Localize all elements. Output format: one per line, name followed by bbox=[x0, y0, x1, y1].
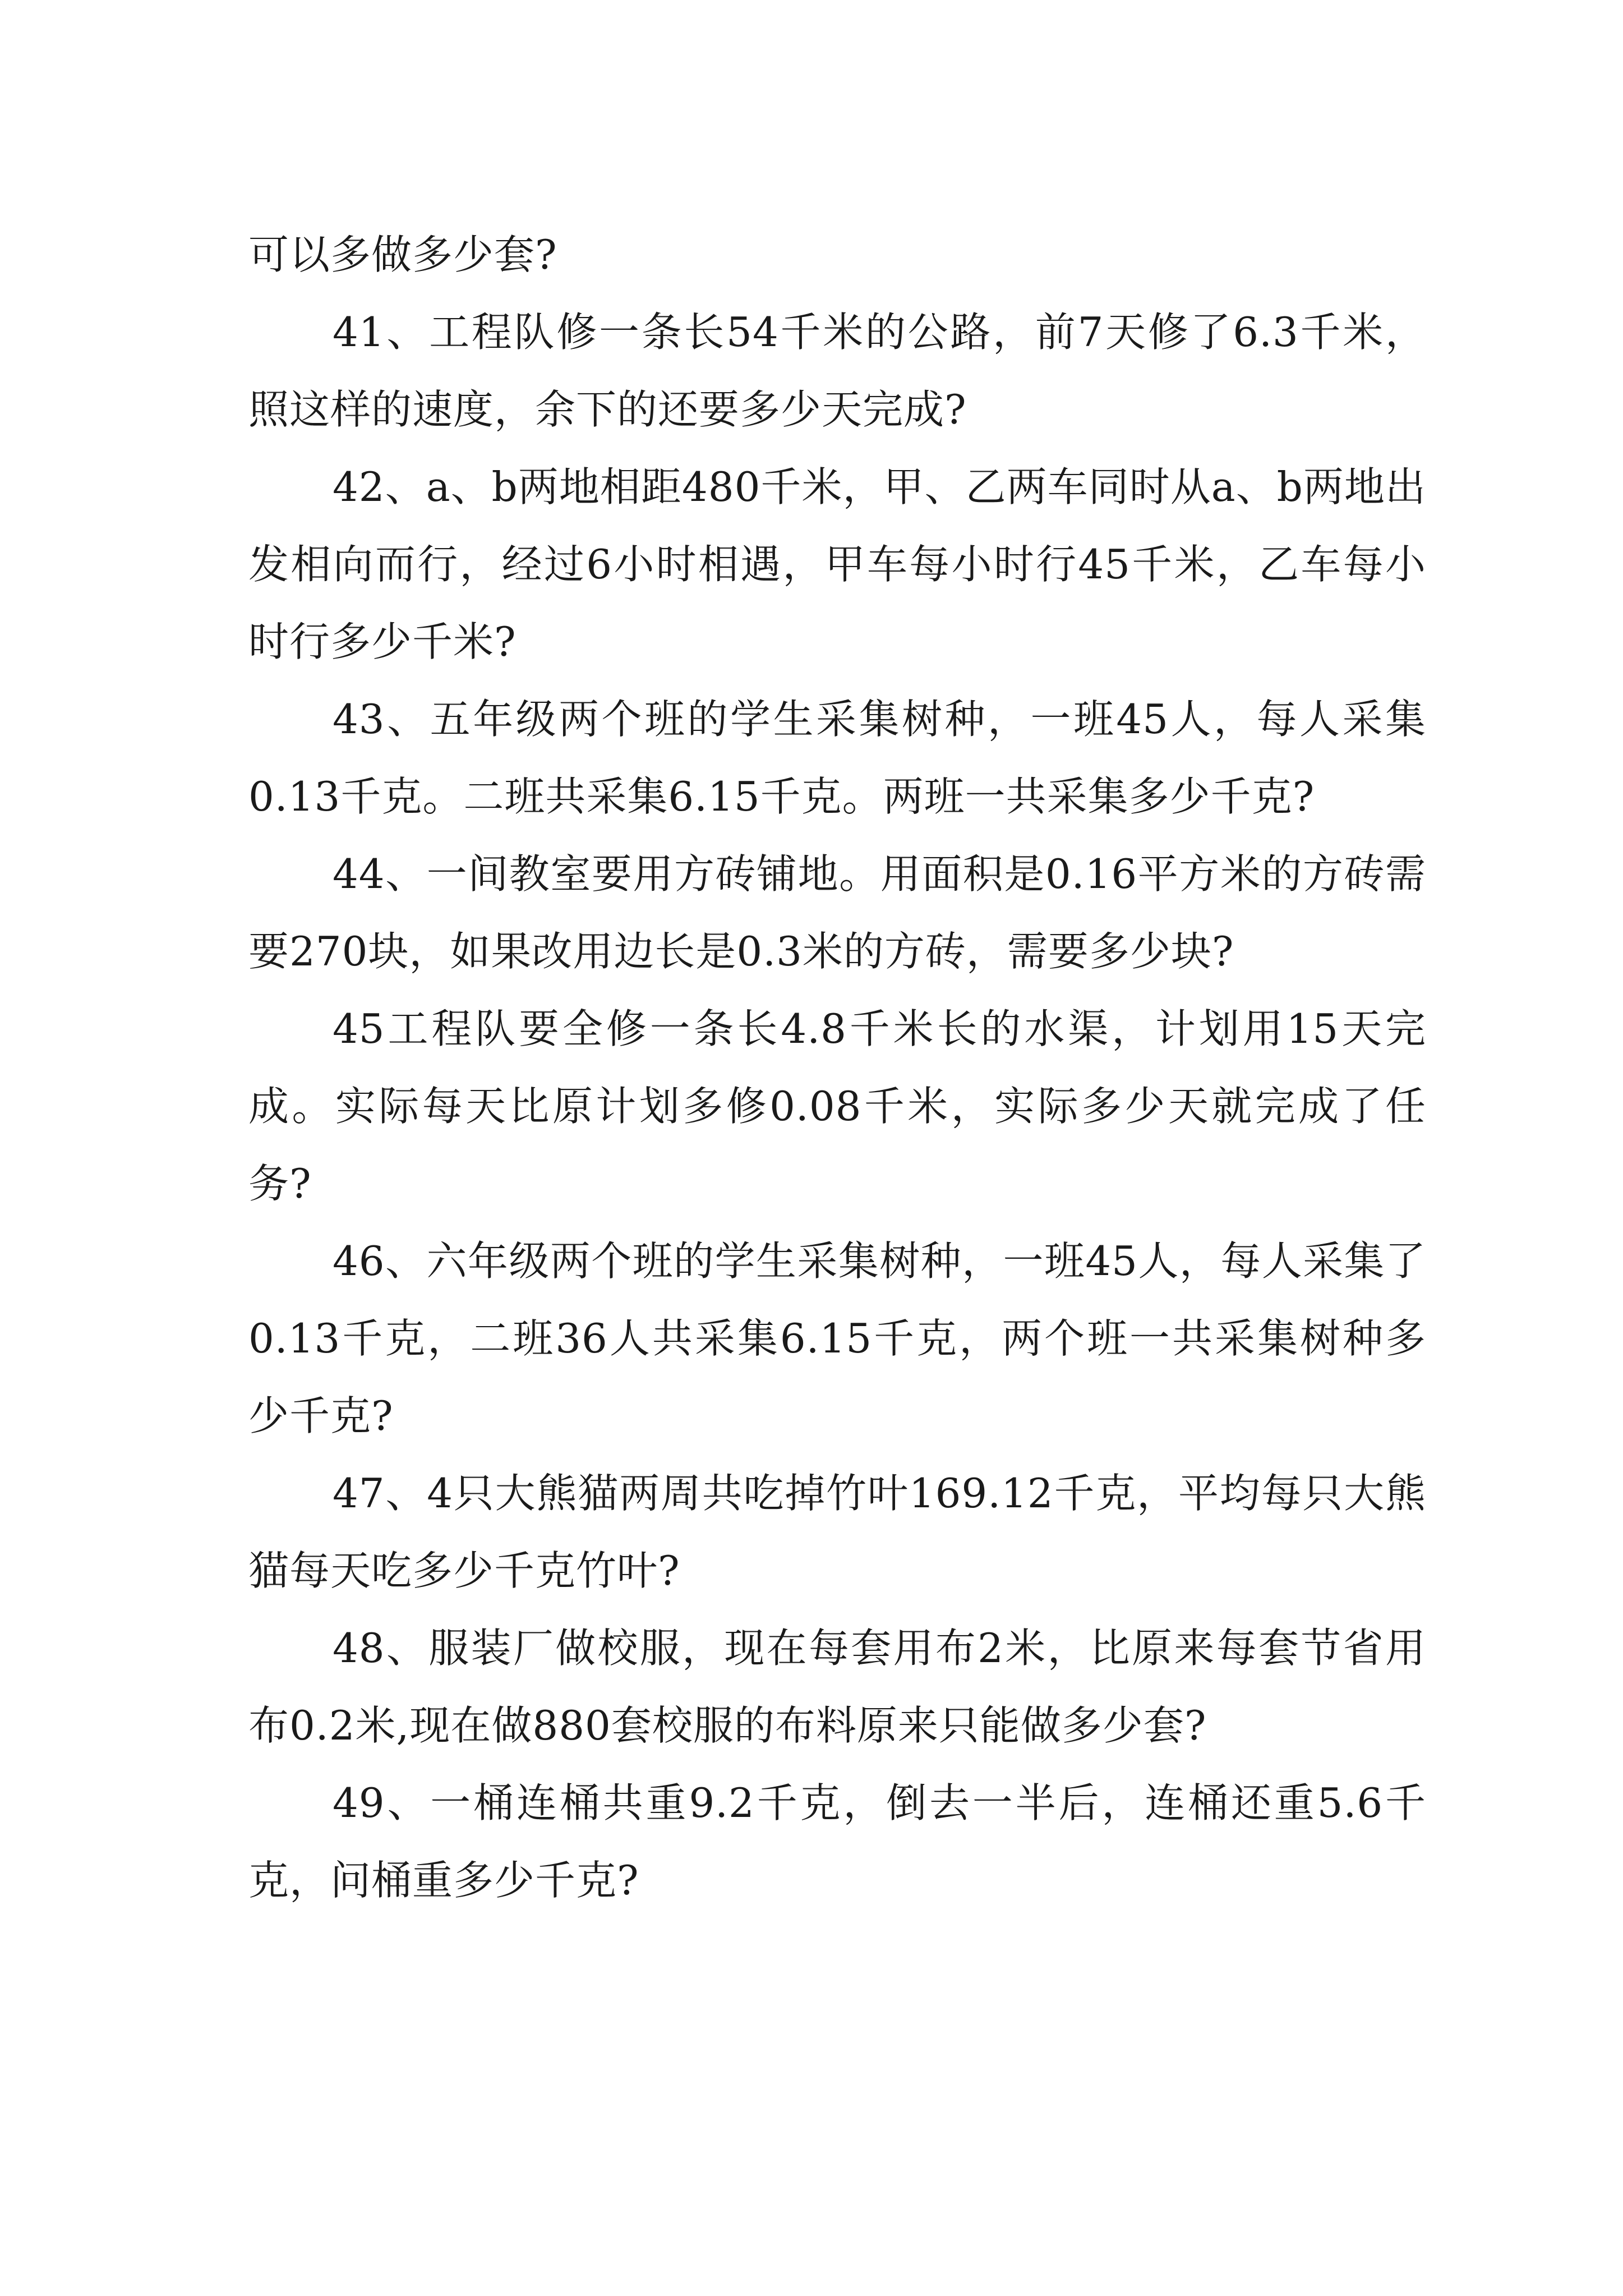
problem-49: 49、一桶连桶共重9.2千克，倒去一半后，连桶还重5.6千克，问桶重多少千克? bbox=[248, 1779, 1426, 1904]
problem-43: 43、五年级两个班的学生采集树种，一班45人，每人采集0.13千克。二班共采集6.15千克。两班一共采集多少千克? bbox=[248, 696, 1426, 820]
document-body bbox=[248, 216, 1426, 1919]
problem-45: 45工程队要全修一条长4.8千米长的水渠，计划用15天完成。实际每天比原计划多修0.08千米，实际多少天就完成了任务? bbox=[248, 1005, 1426, 1207]
problem-42: 42、a、b两地相距480千米，甲、乙两车同时从a、b两地出发相向而行，经过6小时相遇，甲车每小时行45千米，乙车每小时行多少千米? bbox=[248, 463, 1426, 665]
problem-47: 47、4只大熊猫两周共吃掉竹叶169.12千克，平均每只大熊猫每天吃多少千克竹叶? bbox=[248, 1470, 1426, 1594]
problem-41: 41、工程队修一条长54千米的公路，前7天修了6.3千米，照这样的速度，余下的还要多少天完成? bbox=[248, 309, 1426, 433]
paragraph-continuation: 可以多做多少套? bbox=[248, 231, 557, 278]
problem-44: 44、一间教室要用方砖铺地。用面积是0.16平方米的方砖需要270块，如果改用边长是0.3米的方砖，需要多少块? bbox=[248, 850, 1426, 975]
problem-46: 46、六年级两个班的学生采集树种，一班45人，每人采集了0.13千克，二班36人共采集6.15千克，两个班一共采集树种多少千克? bbox=[248, 1237, 1426, 1439]
problem-48: 48、服装厂做校服，现在每套用布2米，比原来每套节省用布0.2米,现在做880套校服的布料原来只能做多少套? bbox=[248, 1625, 1426, 1749]
